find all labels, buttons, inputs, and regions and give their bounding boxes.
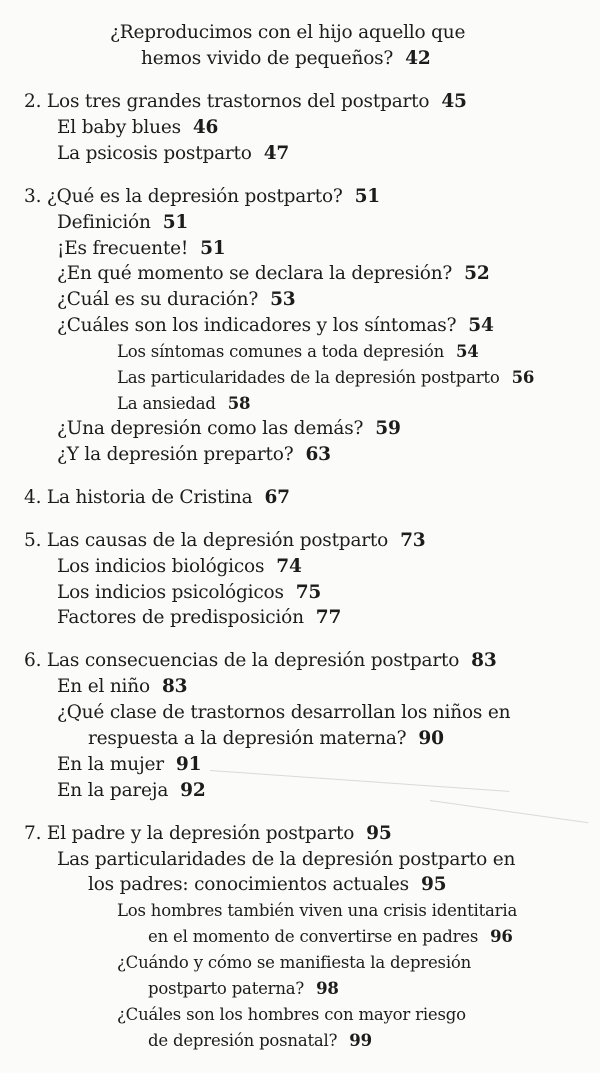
toc-chapter: 3. ¿Qué es la depresión postparto? 51 bbox=[24, 186, 380, 207]
toc-subentry: Los hombres también viven una crisis identitaria bbox=[117, 901, 518, 920]
paper-scratch-mark bbox=[430, 800, 589, 823]
toc-entry: hemos vivido de pequeños? 42 bbox=[141, 48, 431, 69]
toc-entry: ¿Cuál es su duración? 53 bbox=[57, 289, 296, 310]
toc-subentry: postparto paterna? 98 bbox=[148, 979, 339, 998]
toc-subentry: ¿Cuáles son los hombres con mayor riesgo bbox=[117, 1005, 466, 1024]
toc-chapter: 5. Las causas de la depresión postparto 73 bbox=[24, 530, 426, 551]
toc-entry: ¿En qué momento se declara la depresión? 52 bbox=[57, 263, 490, 284]
toc-entry: Los indicios biológicos 74 bbox=[57, 556, 302, 577]
toc-entry: respuesta a la depresión materna? 90 bbox=[88, 728, 444, 749]
toc-entry: ¡Es frecuente! 51 bbox=[57, 238, 226, 259]
toc-entry: La psicosis postparto 47 bbox=[57, 143, 290, 164]
toc-subentry: Los síntomas comunes a toda depresión 54 bbox=[117, 342, 479, 361]
toc-entry: Los indicios psicológicos 75 bbox=[57, 582, 322, 603]
toc-entry: los padres: conocimientos actuales 95 bbox=[88, 874, 447, 895]
toc-subentry: en el momento de convertirse en padres 96 bbox=[148, 927, 513, 946]
toc-chapter: 4. La historia de Cristina 67 bbox=[24, 487, 290, 508]
toc-subentry: Las particularidades de la depresión postparto 56 bbox=[117, 368, 535, 387]
paper-scratch-mark bbox=[210, 770, 509, 792]
toc-entry: En la mujer 91 bbox=[57, 754, 202, 775]
toc-subentry: La ansiedad 58 bbox=[117, 394, 251, 413]
toc-entry: ¿Una depresión como las demás? 59 bbox=[57, 418, 401, 439]
toc-entry: En el niño 83 bbox=[57, 676, 188, 697]
toc-entry: ¿Y la depresión preparto? 63 bbox=[57, 444, 331, 465]
toc-subentry: de depresión posnatal? 99 bbox=[148, 1031, 372, 1050]
toc-entry: Factores de predisposición 77 bbox=[57, 607, 342, 628]
toc-entry: Las particularidades de la depresión postparto en bbox=[57, 849, 516, 870]
toc-chapter: 7. El padre y la depresión postparto 95 bbox=[24, 823, 392, 844]
toc-subentry: ¿Cuándo y cómo se manifiesta la depresión bbox=[117, 953, 472, 972]
toc-entry: ¿Cuáles son los indicadores y los síntomas? 54 bbox=[57, 315, 494, 336]
toc-entry: Definición 51 bbox=[57, 212, 189, 233]
toc-entry: En la pareja 92 bbox=[57, 780, 206, 801]
toc-chapter: 2. Los tres grandes trastornos del postparto 45 bbox=[24, 91, 467, 112]
toc-entry: El baby blues 46 bbox=[57, 117, 219, 138]
toc-entry: ¿Qué clase de trastornos desarrollan los niños en bbox=[57, 702, 511, 723]
toc-entry: ¿Reproducimos con el hijo aquello que bbox=[110, 22, 466, 43]
toc-chapter: 6. Las consecuencias de la depresión postparto 83 bbox=[24, 650, 497, 671]
